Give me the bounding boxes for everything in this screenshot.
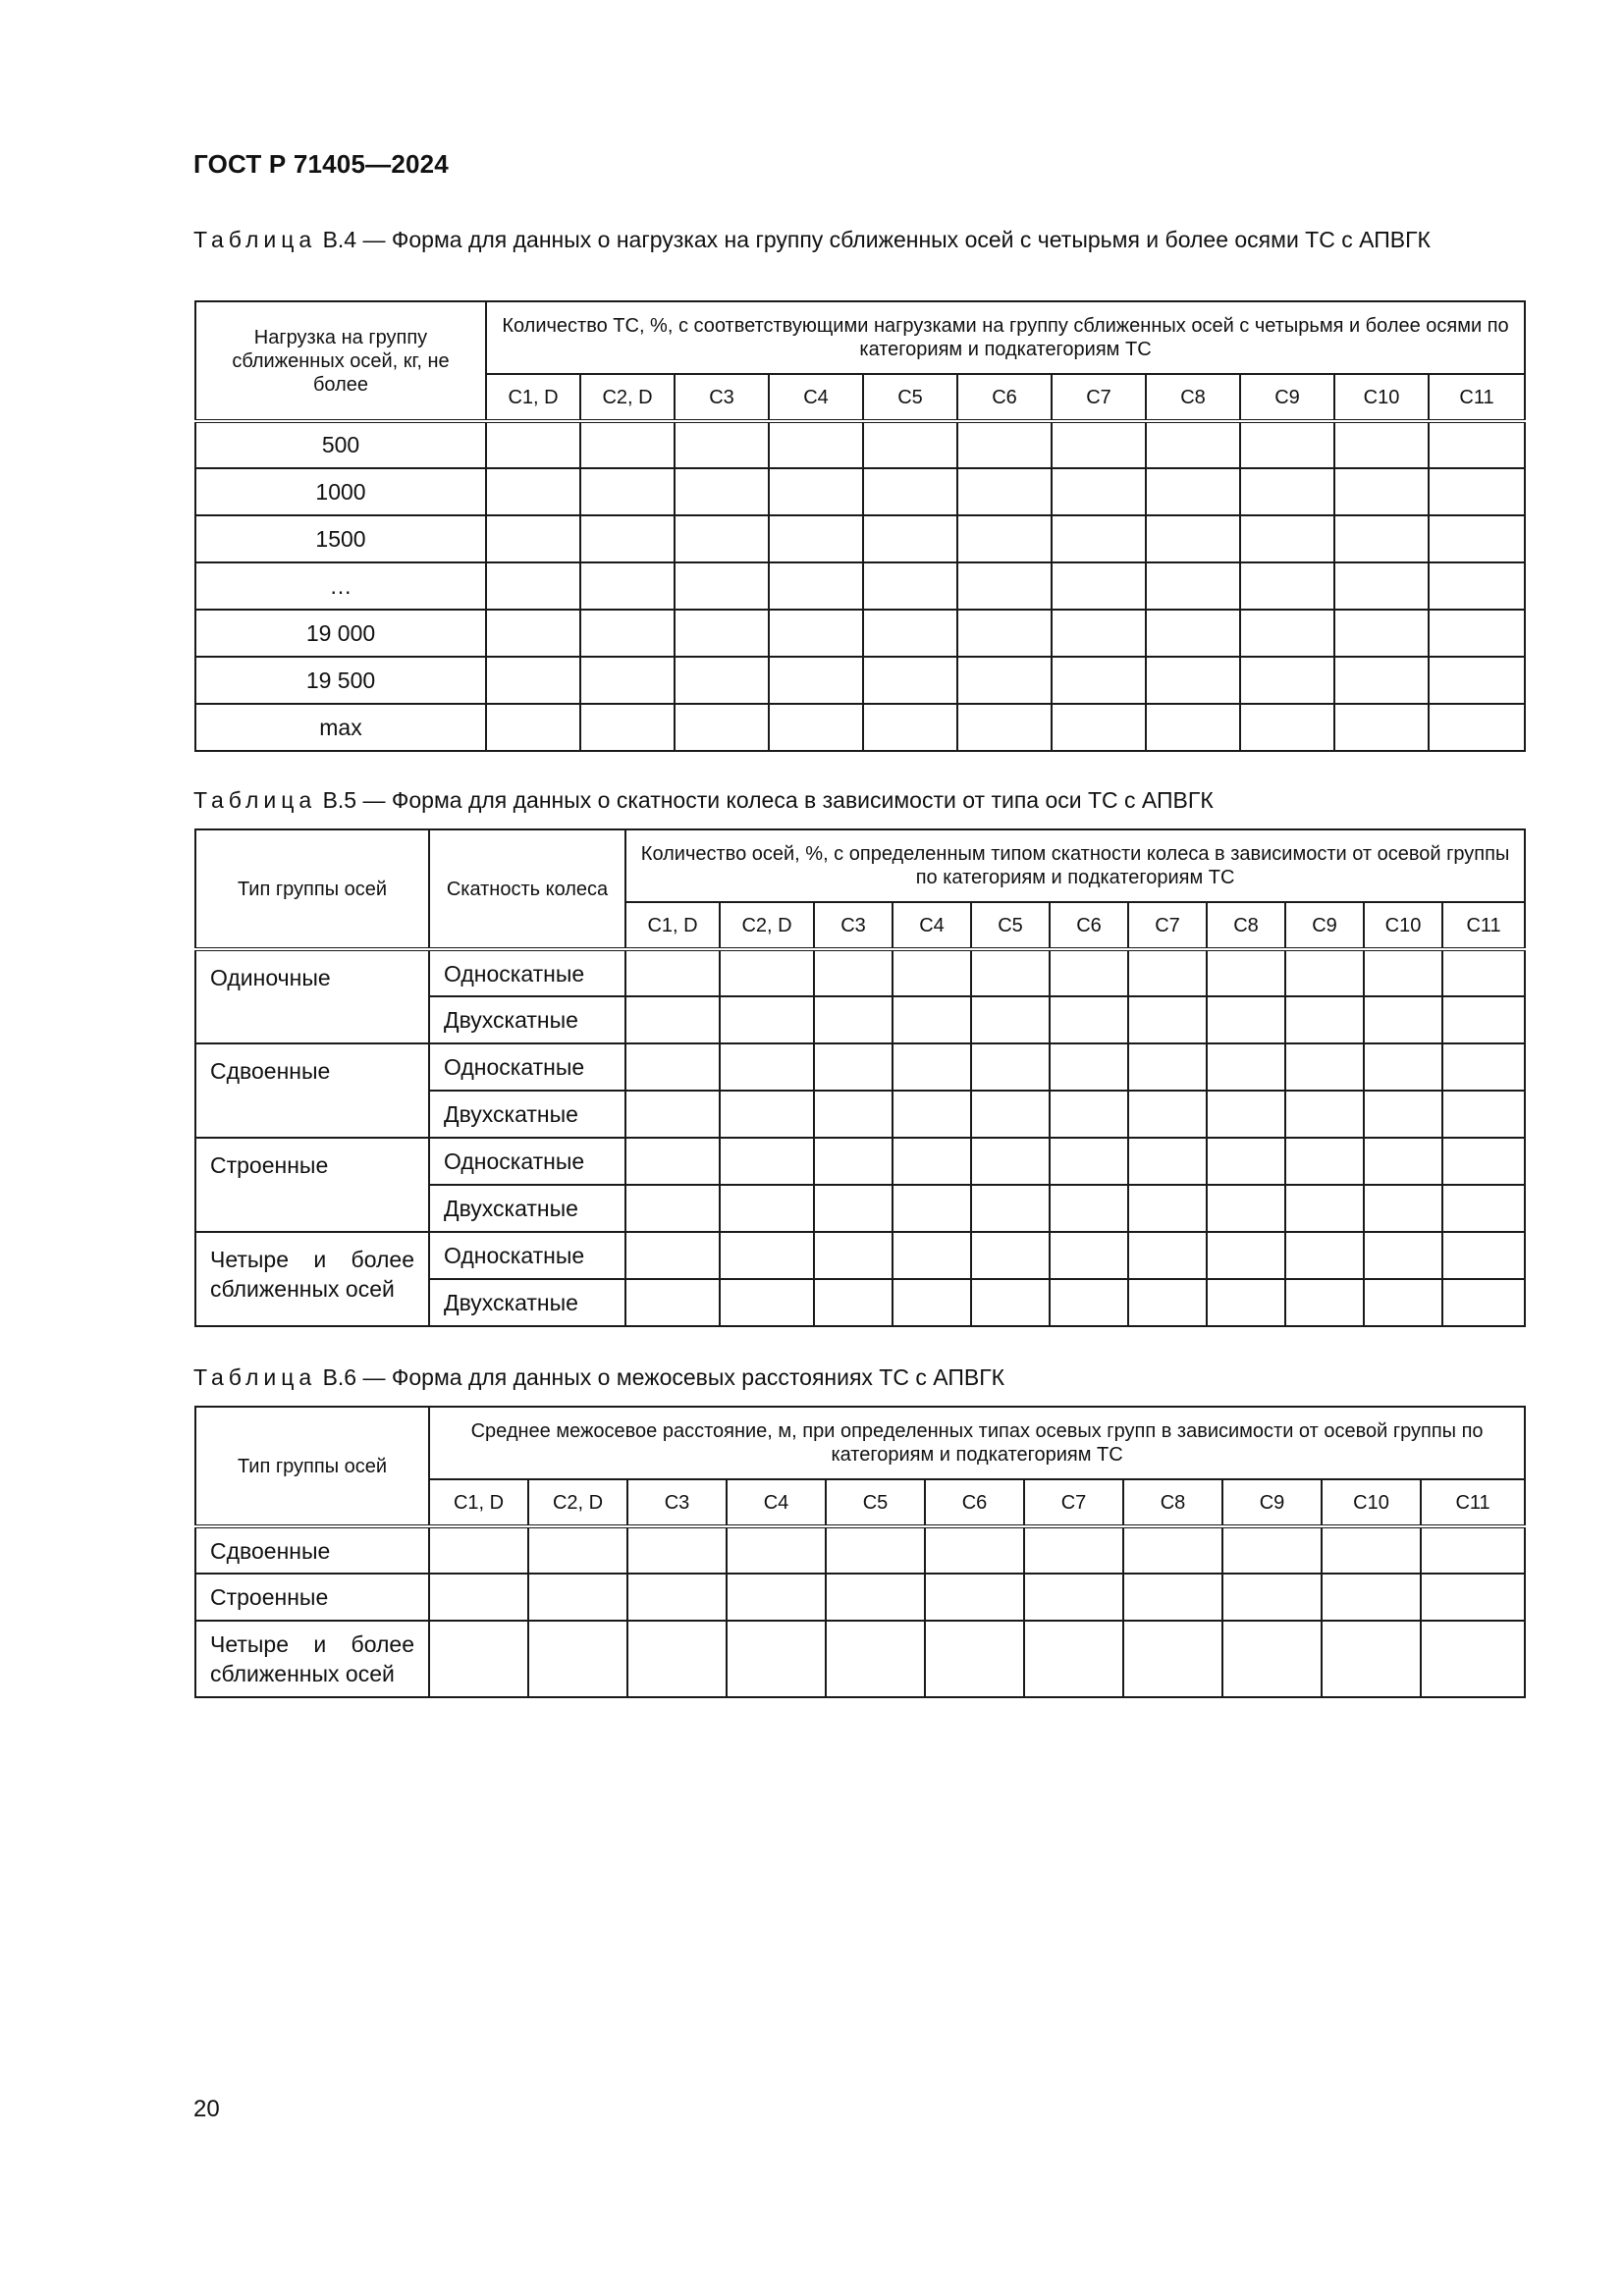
table-b5-wheel-type: Односкатные xyxy=(429,949,625,996)
empty-data-cell xyxy=(1128,1232,1207,1279)
empty-data-cell xyxy=(625,949,720,996)
empty-data-cell xyxy=(971,1279,1050,1326)
empty-data-cell xyxy=(1240,468,1334,515)
empty-data-cell xyxy=(1052,421,1146,468)
table-b6-group-header: Среднее межосевое расстояние, м, при определенных типах осевых групп в зависимости от осевой группы по категориям и подкатегориям ТС xyxy=(429,1407,1525,1479)
empty-data-cell xyxy=(814,1232,893,1279)
empty-data-cell xyxy=(1146,704,1240,751)
empty-data-cell xyxy=(1050,1232,1128,1279)
empty-data-cell xyxy=(1123,1574,1222,1621)
empty-data-cell xyxy=(720,1185,814,1232)
table-b4-category-header: С6 xyxy=(957,374,1052,421)
empty-data-cell xyxy=(1123,1526,1222,1574)
empty-data-cell xyxy=(429,1621,528,1697)
empty-data-cell xyxy=(814,1279,893,1326)
empty-data-cell xyxy=(769,704,863,751)
empty-data-cell xyxy=(627,1621,727,1697)
empty-data-cell xyxy=(1207,1279,1285,1326)
table-row xyxy=(195,610,1525,657)
table-b5-wheel-type: Односкатные xyxy=(429,1043,625,1091)
empty-data-cell xyxy=(971,996,1050,1043)
empty-data-cell xyxy=(675,610,769,657)
empty-data-cell xyxy=(675,562,769,610)
empty-data-cell xyxy=(1146,468,1240,515)
empty-data-cell xyxy=(1024,1621,1123,1697)
empty-data-cell xyxy=(1207,1185,1285,1232)
empty-data-cell xyxy=(1364,1185,1442,1232)
empty-data-cell xyxy=(1146,657,1240,704)
empty-data-cell xyxy=(675,421,769,468)
empty-data-cell xyxy=(727,1526,826,1574)
empty-data-cell xyxy=(957,704,1052,751)
table-b5-category-header: С8 xyxy=(1207,902,1285,949)
empty-data-cell xyxy=(1421,1526,1525,1574)
table-row xyxy=(195,1138,1525,1185)
empty-data-cell xyxy=(971,1043,1050,1091)
table-b5-category-header: С7 xyxy=(1128,902,1207,949)
empty-data-cell xyxy=(625,996,720,1043)
table-b4-row-label: max xyxy=(195,704,486,751)
empty-data-cell xyxy=(957,657,1052,704)
table-b6-category-header: С8 xyxy=(1123,1479,1222,1526)
table-b4-caption-word: Таблица xyxy=(193,227,317,252)
empty-data-cell xyxy=(863,515,957,562)
empty-data-cell xyxy=(1442,1279,1525,1326)
document-id: ГОСТ Р 71405—2024 xyxy=(193,149,449,179)
empty-data-cell xyxy=(1146,515,1240,562)
empty-data-cell xyxy=(1364,1043,1442,1091)
table-b4-row-label: … xyxy=(195,562,486,610)
empty-data-cell xyxy=(1128,1091,1207,1138)
empty-data-cell xyxy=(814,1043,893,1091)
empty-data-cell xyxy=(1285,1043,1364,1091)
table-b5-category-header: С10 xyxy=(1364,902,1442,949)
empty-data-cell xyxy=(625,1138,720,1185)
table-b5-group-name: Сдвоенные xyxy=(195,1043,429,1138)
empty-data-cell xyxy=(957,421,1052,468)
table-b5-category-header: С3 xyxy=(814,902,893,949)
empty-data-cell xyxy=(429,1526,528,1574)
empty-data-cell xyxy=(1285,1138,1364,1185)
table-b4-row-label: 1000 xyxy=(195,468,486,515)
table-b5 xyxy=(194,828,1526,1327)
empty-data-cell xyxy=(1322,1621,1421,1697)
empty-data-cell xyxy=(1146,421,1240,468)
empty-data-cell xyxy=(1146,562,1240,610)
empty-data-cell xyxy=(720,1043,814,1091)
table-b4-category-header: С10 xyxy=(1334,374,1429,421)
empty-data-cell xyxy=(863,704,957,751)
empty-data-cell xyxy=(1240,610,1334,657)
empty-data-cell xyxy=(769,468,863,515)
table-b5-category-header: С1, D xyxy=(625,902,720,949)
empty-data-cell xyxy=(1052,468,1146,515)
table-b5-group-name: Четыре и более сближенных осей xyxy=(195,1232,429,1326)
table-b5-wheel-type: Односкатные xyxy=(429,1138,625,1185)
empty-data-cell xyxy=(625,1232,720,1279)
table-b5-wheel-type: Односкатные xyxy=(429,1232,625,1279)
empty-data-cell xyxy=(1364,949,1442,996)
empty-data-cell xyxy=(720,1279,814,1326)
table-b5-col2-header: Скатность колеса xyxy=(429,829,625,949)
empty-data-cell xyxy=(1364,1091,1442,1138)
table-b6-row-label: Сдвоенные xyxy=(195,1526,429,1574)
empty-data-cell xyxy=(971,1091,1050,1138)
empty-data-cell xyxy=(893,1185,971,1232)
empty-data-cell xyxy=(486,468,580,515)
table-b5-group-name: Строенные xyxy=(195,1138,429,1232)
table-b4-category-header: С8 xyxy=(1146,374,1240,421)
table-b5-wheel-type: Двухскатные xyxy=(429,1185,625,1232)
table-b5-wheel-type: Двухскатные xyxy=(429,1091,625,1138)
empty-data-cell xyxy=(1050,1043,1128,1091)
empty-data-cell xyxy=(1050,1138,1128,1185)
empty-data-cell xyxy=(971,1185,1050,1232)
empty-data-cell xyxy=(769,562,863,610)
table-b4-category-header: С2, D xyxy=(580,374,675,421)
table-b4-caption-text: В.4 — Форма для данных о нагрузках на группу сближенных осей с четырьмя и более осями ТС с АПВГК xyxy=(316,227,1431,252)
empty-data-cell xyxy=(814,949,893,996)
table-b4-group-header: Количество ТС, %, с соответствующими нагрузками на группу сближенных осей с четырьмя и более осями по категориям и подкатегориям ТС xyxy=(486,301,1525,374)
table-row xyxy=(195,1043,1525,1091)
empty-data-cell xyxy=(675,704,769,751)
empty-data-cell xyxy=(863,657,957,704)
empty-data-cell xyxy=(863,468,957,515)
empty-data-cell xyxy=(1429,515,1525,562)
empty-data-cell xyxy=(893,1043,971,1091)
empty-data-cell xyxy=(1128,1043,1207,1091)
empty-data-cell xyxy=(1128,1185,1207,1232)
empty-data-cell xyxy=(1052,610,1146,657)
empty-data-cell xyxy=(1442,1232,1525,1279)
empty-data-cell xyxy=(627,1574,727,1621)
empty-data-cell xyxy=(925,1574,1024,1621)
table-b5-group-header: Количество осей, %, с определенным типом скатности колеса в зависимости от осевой группы по категориям и подкатегориям ТС xyxy=(625,829,1525,902)
empty-data-cell xyxy=(1285,1279,1364,1326)
empty-data-cell xyxy=(1334,704,1429,751)
empty-data-cell xyxy=(1285,1185,1364,1232)
table-b4 xyxy=(194,300,1526,752)
empty-data-cell xyxy=(1364,1279,1442,1326)
table-b5-category-header: С11 xyxy=(1442,902,1525,949)
empty-data-cell xyxy=(1429,468,1525,515)
empty-data-cell xyxy=(580,515,675,562)
empty-data-cell xyxy=(893,1279,971,1326)
empty-data-cell xyxy=(863,421,957,468)
empty-data-cell xyxy=(486,610,580,657)
empty-data-cell xyxy=(580,610,675,657)
empty-data-cell xyxy=(1285,996,1364,1043)
empty-data-cell xyxy=(720,1138,814,1185)
empty-data-cell xyxy=(627,1526,727,1574)
table-b6-caption-text: В.6 — Форма для данных о межосевых расстояниях ТС с АПВГК xyxy=(316,1364,1005,1390)
empty-data-cell xyxy=(580,421,675,468)
empty-data-cell xyxy=(720,1232,814,1279)
empty-data-cell xyxy=(1421,1574,1525,1621)
table-b5-caption-text: В.5 — Форма для данных о скатности колеса в зависимости от типа оси ТС с АПВГК xyxy=(316,787,1214,813)
empty-data-cell xyxy=(863,610,957,657)
table-b4-row-label: 1500 xyxy=(195,515,486,562)
empty-data-cell xyxy=(675,468,769,515)
empty-data-cell xyxy=(1429,421,1525,468)
table-b4-category-header: С9 xyxy=(1240,374,1334,421)
empty-data-cell xyxy=(1050,1279,1128,1326)
empty-data-cell xyxy=(1285,1091,1364,1138)
empty-data-cell xyxy=(528,1574,627,1621)
empty-data-cell xyxy=(826,1574,925,1621)
empty-data-cell xyxy=(1050,1185,1128,1232)
empty-data-cell xyxy=(1207,949,1285,996)
table-b5-wheel-type: Двухскатные xyxy=(429,1279,625,1326)
empty-data-cell xyxy=(528,1526,627,1574)
empty-data-cell xyxy=(814,996,893,1043)
empty-data-cell xyxy=(580,657,675,704)
table-b5-category-header: С6 xyxy=(1050,902,1128,949)
empty-data-cell xyxy=(486,421,580,468)
table-row xyxy=(195,1621,1525,1697)
table-b5-category-header: С2, D xyxy=(720,902,814,949)
empty-data-cell xyxy=(625,1279,720,1326)
table-b4-category-header: С4 xyxy=(769,374,863,421)
table-b4-category-header: С1, D xyxy=(486,374,580,421)
empty-data-cell xyxy=(1334,468,1429,515)
empty-data-cell xyxy=(1421,1621,1525,1697)
empty-data-cell xyxy=(720,949,814,996)
table-b5-caption xyxy=(193,786,1523,815)
empty-data-cell xyxy=(957,468,1052,515)
empty-data-cell xyxy=(971,1138,1050,1185)
empty-data-cell xyxy=(1334,421,1429,468)
table-b5-group-name: Одиночные xyxy=(195,949,429,1043)
table-b5-col1-header: Тип группы осей xyxy=(195,829,429,949)
empty-data-cell xyxy=(720,996,814,1043)
table-row xyxy=(195,515,1525,562)
table-b6-category-header: С6 xyxy=(925,1479,1024,1526)
empty-data-cell xyxy=(1146,610,1240,657)
empty-data-cell xyxy=(1334,657,1429,704)
empty-data-cell xyxy=(814,1091,893,1138)
empty-data-cell xyxy=(1207,1232,1285,1279)
table-b6-category-header: С7 xyxy=(1024,1479,1123,1526)
empty-data-cell xyxy=(1429,562,1525,610)
empty-data-cell xyxy=(893,996,971,1043)
table-b4-row-label: 19 000 xyxy=(195,610,486,657)
table-b4-row-label: 500 xyxy=(195,421,486,468)
empty-data-cell xyxy=(925,1621,1024,1697)
empty-data-cell xyxy=(1128,1138,1207,1185)
table-b6-caption-word: Таблица xyxy=(193,1364,317,1390)
empty-data-cell xyxy=(1052,562,1146,610)
empty-data-cell xyxy=(1052,515,1146,562)
empty-data-cell xyxy=(486,515,580,562)
table-b4-category-header: С7 xyxy=(1052,374,1146,421)
empty-data-cell xyxy=(769,657,863,704)
empty-data-cell xyxy=(1222,1574,1322,1621)
empty-data-cell xyxy=(580,468,675,515)
empty-data-cell xyxy=(957,610,1052,657)
empty-data-cell xyxy=(769,515,863,562)
empty-data-cell xyxy=(1364,1138,1442,1185)
empty-data-cell xyxy=(1442,1185,1525,1232)
empty-data-cell xyxy=(1429,657,1525,704)
empty-data-cell xyxy=(971,949,1050,996)
table-b6-row-label: Четыре и более сближенных осей xyxy=(195,1621,429,1697)
empty-data-cell xyxy=(1364,996,1442,1043)
empty-data-cell xyxy=(1285,949,1364,996)
empty-data-cell xyxy=(1322,1526,1421,1574)
table-b5-category-header: С4 xyxy=(893,902,971,949)
table-b4-category-header: С5 xyxy=(863,374,957,421)
empty-data-cell xyxy=(1050,996,1128,1043)
empty-data-cell xyxy=(675,657,769,704)
empty-data-cell xyxy=(1442,996,1525,1043)
empty-data-cell xyxy=(1429,610,1525,657)
table-b6-category-header: С3 xyxy=(627,1479,727,1526)
empty-data-cell xyxy=(1240,657,1334,704)
empty-data-cell xyxy=(826,1621,925,1697)
empty-data-cell xyxy=(429,1574,528,1621)
empty-data-cell xyxy=(720,1091,814,1138)
empty-data-cell xyxy=(486,704,580,751)
empty-data-cell xyxy=(1207,1138,1285,1185)
empty-data-cell xyxy=(769,421,863,468)
empty-data-cell xyxy=(1322,1574,1421,1621)
empty-data-cell xyxy=(1442,949,1525,996)
empty-data-cell xyxy=(957,562,1052,610)
table-row xyxy=(195,657,1525,704)
empty-data-cell xyxy=(925,1526,1024,1574)
table-b4-category-header: С3 xyxy=(675,374,769,421)
table-b4-col1-header: Нагрузка на группу сближенных осей, кг, не более xyxy=(195,301,486,421)
empty-data-cell xyxy=(1429,704,1525,751)
empty-data-cell xyxy=(814,1185,893,1232)
empty-data-cell xyxy=(675,515,769,562)
empty-data-cell xyxy=(486,657,580,704)
empty-data-cell xyxy=(1024,1574,1123,1621)
empty-data-cell xyxy=(1024,1526,1123,1574)
table-b6-caption xyxy=(193,1363,1523,1392)
empty-data-cell xyxy=(1128,996,1207,1043)
empty-data-cell xyxy=(1128,949,1207,996)
table-row xyxy=(195,1232,1525,1279)
empty-data-cell xyxy=(580,704,675,751)
empty-data-cell xyxy=(1240,515,1334,562)
empty-data-cell xyxy=(1222,1526,1322,1574)
table-b6-category-header: С1, D xyxy=(429,1479,528,1526)
empty-data-cell xyxy=(957,515,1052,562)
empty-data-cell xyxy=(580,562,675,610)
empty-data-cell xyxy=(971,1232,1050,1279)
empty-data-cell xyxy=(893,1232,971,1279)
empty-data-cell xyxy=(1222,1621,1322,1697)
empty-data-cell xyxy=(727,1621,826,1697)
table-b6-category-header: С4 xyxy=(727,1479,826,1526)
table-row xyxy=(195,562,1525,610)
empty-data-cell xyxy=(1442,1091,1525,1138)
empty-data-cell xyxy=(1052,704,1146,751)
table-row xyxy=(195,421,1525,468)
empty-data-cell xyxy=(769,610,863,657)
table-b6-col1-header: Тип группы осей xyxy=(195,1407,429,1526)
empty-data-cell xyxy=(625,1043,720,1091)
empty-data-cell xyxy=(1207,1091,1285,1138)
empty-data-cell xyxy=(863,562,957,610)
table-b4-row-label: 19 500 xyxy=(195,657,486,704)
empty-data-cell xyxy=(1207,996,1285,1043)
empty-data-cell xyxy=(1364,1232,1442,1279)
page-number: 20 xyxy=(193,2096,220,2122)
empty-data-cell xyxy=(1240,421,1334,468)
empty-data-cell xyxy=(1207,1043,1285,1091)
empty-data-cell xyxy=(1334,562,1429,610)
table-b6-category-header: С11 xyxy=(1421,1479,1525,1526)
table-b6-category-header: С9 xyxy=(1222,1479,1322,1526)
empty-data-cell xyxy=(1050,1091,1128,1138)
table-row xyxy=(195,949,1525,996)
empty-data-cell xyxy=(1334,515,1429,562)
empty-data-cell xyxy=(1442,1043,1525,1091)
empty-data-cell xyxy=(814,1138,893,1185)
table-b6-category-header: С10 xyxy=(1322,1479,1421,1526)
empty-data-cell xyxy=(727,1574,826,1621)
table-b6-row-label: Строенные xyxy=(195,1574,429,1621)
table-row xyxy=(195,1526,1525,1574)
empty-data-cell xyxy=(1128,1279,1207,1326)
empty-data-cell xyxy=(528,1621,627,1697)
empty-data-cell xyxy=(1334,610,1429,657)
empty-data-cell xyxy=(1052,657,1146,704)
empty-data-cell xyxy=(826,1526,925,1574)
empty-data-cell xyxy=(1123,1621,1222,1697)
table-b5-category-header: С5 xyxy=(971,902,1050,949)
table-b6-category-header: С5 xyxy=(826,1479,925,1526)
empty-data-cell xyxy=(625,1185,720,1232)
table-b5-caption-word: Таблица xyxy=(193,787,317,813)
table-row xyxy=(195,704,1525,751)
empty-data-cell xyxy=(1285,1232,1364,1279)
table-b4-caption xyxy=(193,226,1523,254)
table-b5-category-header: С9 xyxy=(1285,902,1364,949)
empty-data-cell xyxy=(625,1091,720,1138)
empty-data-cell xyxy=(1050,949,1128,996)
table-b6-category-header: С2, D xyxy=(528,1479,627,1526)
empty-data-cell xyxy=(1442,1138,1525,1185)
table-b4-category-header: С11 xyxy=(1429,374,1525,421)
table-b6 xyxy=(194,1406,1526,1698)
table-b5-wheel-type: Двухскатные xyxy=(429,996,625,1043)
table-row xyxy=(195,468,1525,515)
empty-data-cell xyxy=(486,562,580,610)
empty-data-cell xyxy=(1240,704,1334,751)
table-row xyxy=(195,1574,1525,1621)
empty-data-cell xyxy=(1240,562,1334,610)
empty-data-cell xyxy=(893,949,971,996)
empty-data-cell xyxy=(893,1138,971,1185)
empty-data-cell xyxy=(893,1091,971,1138)
